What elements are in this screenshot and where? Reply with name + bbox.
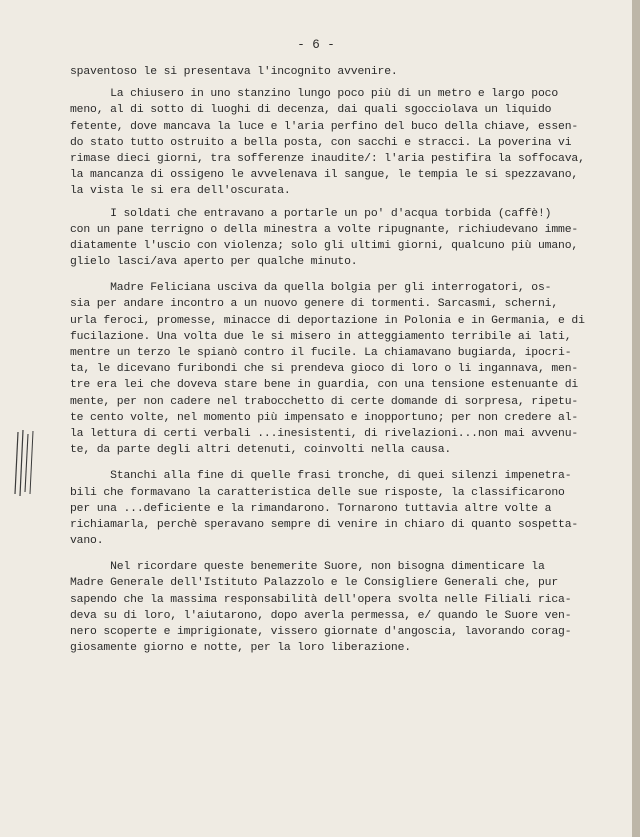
text-line: spaventoso le si presentava l'incognito avvenire. [70,66,398,78]
text-line: la vista le si era dell'oscurata. [70,185,291,198]
text-line: rimase dieci giorni, tra sofferenze inaudite/: l'aria pestifira la soffocava, [70,152,585,165]
scan-edge [632,0,640,837]
text-line: urla feroci, promesse, minacce di deportazione in Polonia e in Germania, e di [70,314,585,327]
text-line: Madre Feliciana usciva da quella bolgia per gli interrogatori, os- [70,282,552,295]
text-line: per una ...deficiente e la rimandarono. Tornarono tuttavia altre volte a [70,502,552,515]
body-text [70,64,630,656]
text-line: richiamarla, perchè speravano sempre di venire in chiaro di quanto sospetta- [70,518,579,531]
paragraph [70,559,630,656]
text-line: la mancanza di ossigeno le avvelenava il sangue, le tempia le si spezzavano, [70,169,579,182]
text-line: La chiusero in uno stanzino lungo poco più di un metro e largo poco [70,88,559,101]
text-line: vano. [70,535,104,548]
text-line: meno, al di sotto di luoghi di decenza, dai quali sgocciolava un liquido [70,104,552,117]
text-line: sapendo che la massima responsabilità dell'opera svolta nelle Filiali rica- [70,593,572,606]
text-line: mente, per non cadere nel trabocchetto di certe domande di sorpresa, ripetu- [70,395,579,408]
text-line: mentre un terzo le spianò contro il fucile. La chiamavano bugiarda, ipocri- [70,347,572,359]
text-line: Madre Generale dell'Istituto Palazzolo e le Consigliere Generali che, pur [70,577,559,590]
paragraph [70,206,630,271]
text-line: Nel ricordare queste benemerite Suore, non bisogna dimenticare la [70,561,545,574]
paragraph [70,280,630,458]
paragraph [70,64,630,80]
text-line: diatamente l'uscio con violenza; solo gli ultimi giorni, qualcuno più umano, [70,239,579,252]
page-number: - 6 - [297,38,335,52]
text-line: te, da parte degli altri detenuti, coinvolti nella causa. [70,444,452,457]
text-line: te cento volte, nel momento più impensato e inopportuno; per non credere al- [70,411,579,424]
text-line: ta, le dicevano furibondi che si prendeva gioco di loro o li ingannava, men- [70,363,579,376]
text-line: do stato tutto ostruito a bella posta, con sacchi e stracci. La poverina vi [70,136,572,149]
margin-pencil-marks [12,428,42,498]
text-line: tre era lei che doveva stare bene in guardia, con una tensione estenuante di [70,379,579,392]
text-line: giosamente giorno e notte, per la loro liberazione. [70,642,411,655]
text-line: I soldati che entravano a portarle un po' d'acqua torbida (caffè!) [70,207,552,220]
text-line: la lettura di certi verbali ...inesistenti, di rivelazioni...non mai avvenu- [70,427,579,440]
text-line: glielo lasci/ava aperto per qualche minuto. [70,256,358,269]
text-line: fetente, dove mancava la luce e l'aria perfino del buco della chiave, essen- [70,120,579,133]
text-line: sia per andare incontro a un nuovo genere di tormenti. Sarcasmi, scherni, [70,298,559,311]
text-line: Stanchi alla fine di quelle frasi tronche, di quei silenzi impenetra- [70,470,572,483]
paragraph [70,86,630,199]
paragraph [70,468,630,549]
text-line: con un pane terrigno o della minestra a volte ripugnante, richiudevano imme- [70,223,579,236]
text-line: bili che formavano la caratteristica delle sue risposte, la classificarono [70,486,565,499]
text-line: deva su di loro, l'aiutarono, dopo averla permessa, e/ quando le Suore ven- [70,609,572,622]
text-line: nero scoperte e imprigionate, vissero giornate d'angoscia, lavorando corag- [70,626,572,638]
text-line: fucilazione. Una volta due le si misero in atteggiamento terribile ai lati, [70,330,572,343]
